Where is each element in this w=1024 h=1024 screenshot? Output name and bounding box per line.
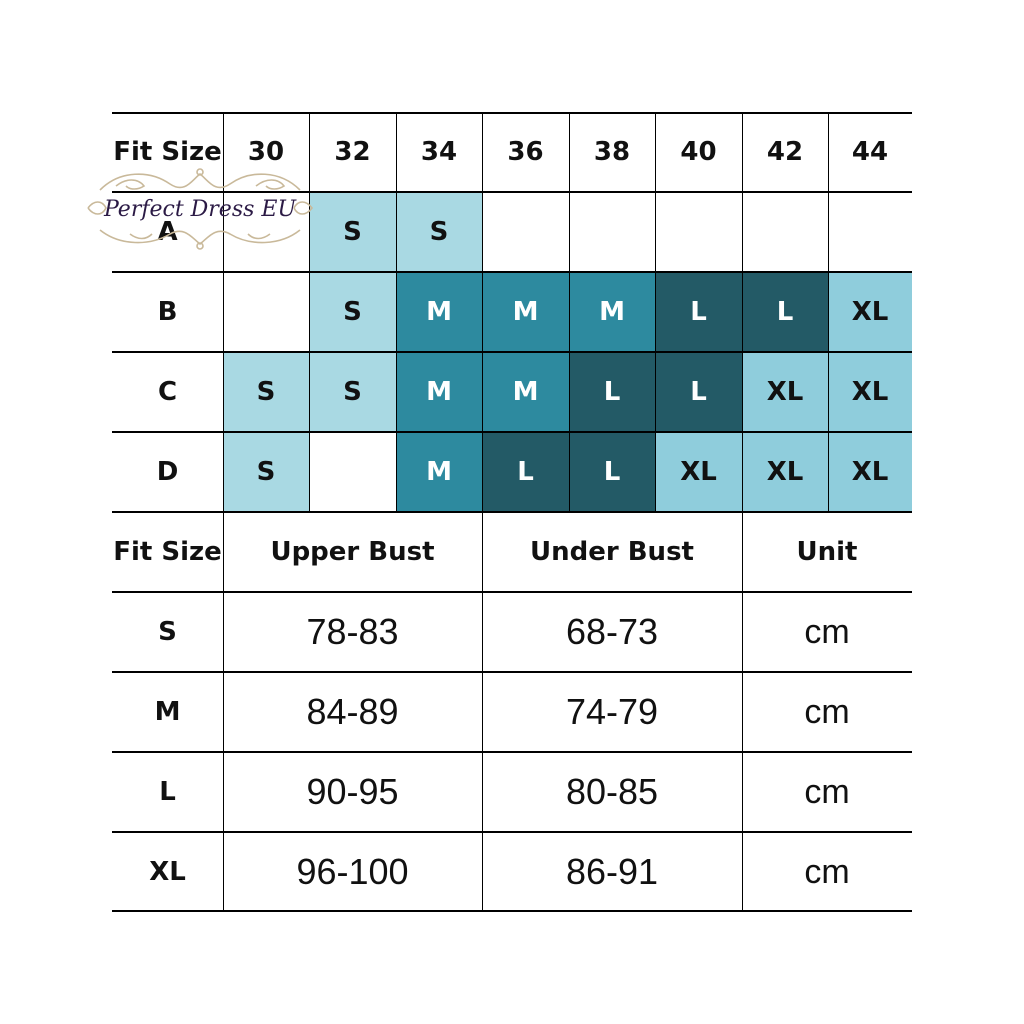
- column-divider: [482, 112, 483, 512]
- column-divider: [828, 112, 829, 512]
- band-size-header: 32: [334, 137, 371, 167]
- row-divider: [112, 910, 912, 912]
- row-divider: [112, 671, 912, 673]
- measurement-size: M: [154, 697, 181, 727]
- fit-size-cell: XL: [742, 352, 828, 432]
- measurement-size: L: [159, 777, 176, 807]
- under-bust-value: 68-73: [565, 611, 659, 652]
- under-bust-value: 86-91: [565, 851, 659, 892]
- under-bust-value: 80-85: [565, 771, 659, 812]
- fit-size-cell: S: [309, 272, 396, 352]
- fit-size-cell: M: [396, 352, 482, 432]
- column-divider: [223, 512, 224, 912]
- fit-size-cell: M: [569, 272, 655, 352]
- logo-text: Perfect Dress EU: [103, 197, 297, 222]
- fit-size-cell: [223, 272, 309, 352]
- fit-size-cell: L: [482, 432, 569, 512]
- row-divider: [112, 271, 912, 273]
- band-size-header: 44: [851, 137, 889, 167]
- fit-size-cell: [742, 192, 828, 272]
- row-divider: [112, 831, 912, 833]
- band-size-header: 38: [593, 137, 631, 167]
- cup-label: C: [157, 377, 178, 407]
- unit-value: cm: [804, 852, 850, 891]
- column-divider: [482, 512, 483, 912]
- fit-size-cell: S: [309, 352, 396, 432]
- row-divider: [112, 751, 912, 753]
- measurement-header-fit-size: Fit Size: [113, 537, 222, 567]
- row-divider: [112, 431, 912, 433]
- row-divider: [112, 591, 912, 593]
- fit-size-cell: M: [482, 352, 569, 432]
- band-size-header: 36: [507, 137, 544, 167]
- column-divider: [569, 112, 570, 512]
- row-divider: [112, 112, 912, 114]
- band-size-header: 30: [247, 137, 285, 167]
- unit-value: cm: [804, 692, 850, 731]
- under-bust-value: 74-79: [565, 691, 659, 732]
- fit-size-cell: M: [396, 272, 482, 352]
- upper-bust-value: 90-95: [306, 771, 399, 812]
- fit-size-cell: S: [223, 352, 309, 432]
- fit-grid-corner-label: Fit Size: [113, 137, 222, 167]
- row-divider: [112, 351, 912, 353]
- fit-size-cell: [828, 192, 912, 272]
- fit-size-cell: L: [655, 352, 742, 432]
- measurement-header-upper-bust: Upper Bust: [270, 537, 435, 567]
- unit-value: cm: [804, 772, 850, 811]
- fit-size-cell: [309, 432, 396, 512]
- fit-size-cell: XL: [742, 432, 828, 512]
- fit-size-cell: L: [655, 272, 742, 352]
- measurement-size: XL: [149, 857, 186, 887]
- fit-size-cell: L: [742, 272, 828, 352]
- fit-size-cell: [655, 192, 742, 272]
- fit-size-cell: M: [396, 432, 482, 512]
- cup-label: A: [157, 217, 178, 247]
- measurement-size: S: [158, 617, 177, 647]
- perfect-dress-eu-logo: [80, 160, 320, 252]
- fit-size-cell: L: [569, 432, 655, 512]
- fit-size-cell: M: [482, 272, 569, 352]
- upper-bust-value: 78-83: [306, 611, 399, 652]
- upper-bust-value: 96-100: [296, 851, 409, 892]
- measurement-header-unit: Unit: [796, 537, 858, 567]
- band-size-header: 34: [420, 137, 458, 167]
- upper-bust-value: 84-89: [306, 691, 399, 732]
- fit-size-cell: S: [223, 432, 309, 512]
- band-size-header: 40: [680, 137, 717, 167]
- fit-size-cell: [482, 192, 569, 272]
- cup-label: D: [156, 457, 179, 487]
- cup-label: B: [157, 297, 178, 327]
- column-divider: [742, 512, 743, 912]
- fit-size-cell: XL: [828, 432, 912, 512]
- fit-size-cell: XL: [655, 432, 742, 512]
- column-divider: [742, 112, 743, 512]
- column-divider: [655, 112, 656, 512]
- fit-size-cell: L: [569, 352, 655, 432]
- unit-value: cm: [804, 612, 850, 651]
- band-size-header: 42: [766, 137, 804, 167]
- fit-size-cell: XL: [828, 352, 912, 432]
- fit-size-cell: [569, 192, 655, 272]
- column-divider: [396, 112, 397, 512]
- fit-size-cell: S: [396, 192, 482, 272]
- fit-size-cell: S: [309, 192, 396, 272]
- measurement-header-under-bust: Under Bust: [530, 537, 694, 567]
- row-divider: [112, 511, 912, 513]
- fit-size-cell: XL: [828, 272, 912, 352]
